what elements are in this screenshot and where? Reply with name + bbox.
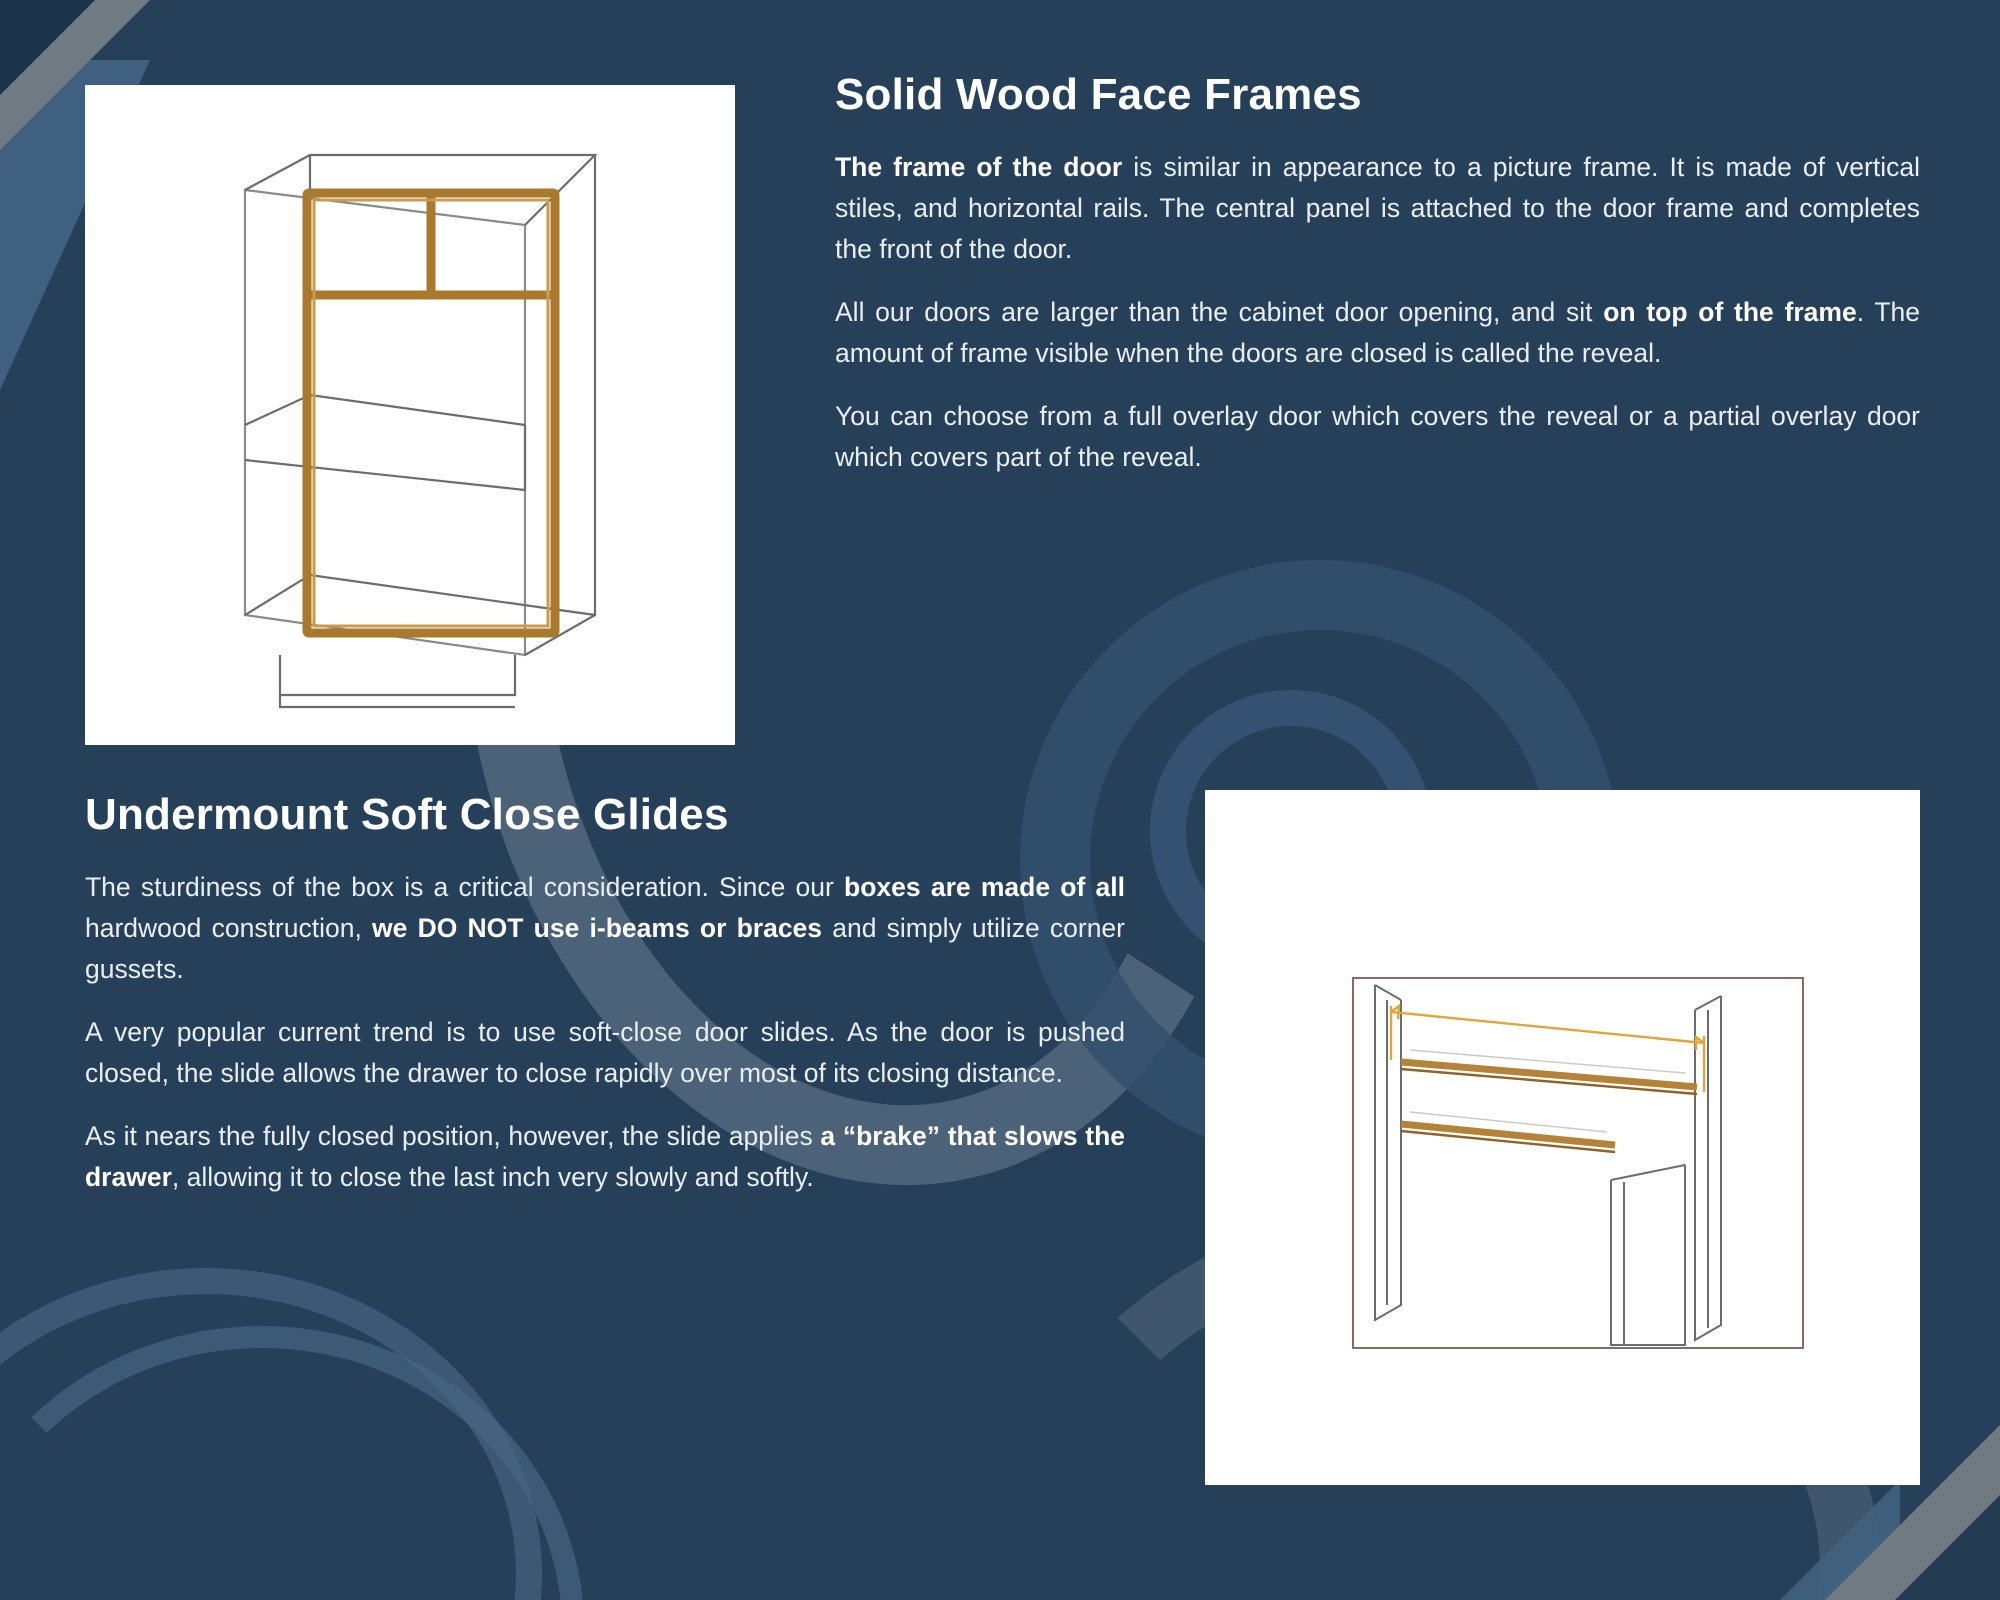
section-undermount-soft-close-glides	[85, 790, 1125, 1198]
section-body-soft-close-glides	[85, 867, 1125, 1198]
paragraph: A very popular current trend is to use soft-close door slides. As the door is pushed closed, the slide allows the drawer to close rapidly over most of its closing distance.	[85, 1016, 1125, 1088]
paragraph: The sturdiness of the box is a critical consideration. Since our boxes are made of all hardwood construction, we DO NOT use i-beams or braces and simply utilize corner gussets.	[85, 871, 1125, 984]
page-title-soft-close-glides: Undermount Soft Close Glides	[85, 790, 729, 839]
cabinet-face-frame-drawing	[95, 95, 725, 735]
paragraph: You can choose from a full overlay door which covers the reveal or a partial overlay door which covers part of the reveal.	[835, 400, 1920, 472]
paragraph: As it nears the fully closed position, however, the slide applies a “brake” that slows the drawer, allowing it to close the last inch very slowly and softly.	[85, 1120, 1125, 1192]
paragraph: The frame of the door is similar in appearance to a picture frame. It is made of vertical stiles, and horizontal rails. The central panel is attached to the door frame and completes the front of the door.	[835, 151, 1920, 264]
section-solid-wood-face-frames	[835, 70, 1920, 478]
face-frame-illustration	[85, 85, 735, 745]
section-body-face-frames	[835, 147, 1920, 478]
page-title-face-frames: Solid Wood Face Frames	[835, 70, 1362, 119]
paragraph: All our doors are larger than the cabinet door opening, and sit on top of the frame. The amount of frame visible when the doors are closed is called the reveal.	[835, 296, 1920, 368]
drawer-slide-illustration	[1205, 790, 1920, 1485]
undermount-glide-drawing	[1215, 800, 1910, 1475]
